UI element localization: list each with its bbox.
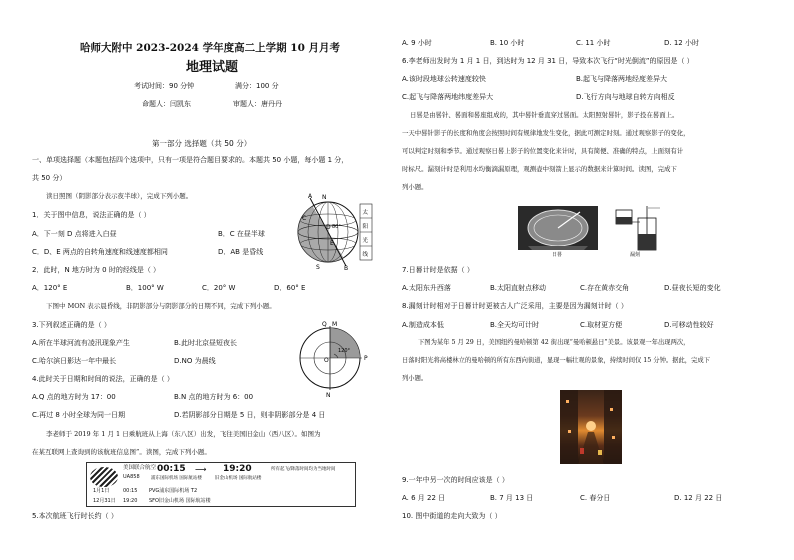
mon-intro: 下图中 MON 表示晨昏线，非阴影部分与阴影部分的日期不同，完成下列小题。 <box>46 302 276 310</box>
q3-option-a[interactable]: A.所在半球河流有凌汛现象产生 <box>32 339 130 347</box>
instruction-line-2: 共 50 分） <box>32 174 67 182</box>
polar-view-figure <box>292 318 372 398</box>
q1-intro: 读日照图（阴影部分表示夜半球），完成下列小题。 <box>46 192 193 200</box>
sundial-para-3: 可以判定时刻和季节。通过观察日晷上影子的位置变化来计时，具有简便、准确的特点，上面刻有计 <box>402 147 684 155</box>
author: 命题人：闫凯东 <box>142 100 191 108</box>
fig1-label-a: A <box>308 193 313 200</box>
sundial-para-5: 列小题。 <box>402 183 428 191</box>
illumination-globe-figure <box>288 190 378 272</box>
fig1-label-c: C <box>302 215 307 222</box>
fig2-label-120deg: 120° <box>338 348 351 354</box>
q2-stem: 2．此时，N 地方时为 0 时的经线是（ ） <box>32 266 161 274</box>
sundial-para-2: 一天中晷针影子的长度和角度会按照时间有规律地发生变化，据此可测定时刻。通过观察影子的变化， <box>402 129 690 137</box>
fig1-label-s: S <box>316 264 320 271</box>
full-score: 满分：100 分 <box>235 82 279 90</box>
clepsydra-caption: 漏刻 <box>630 252 641 258</box>
manhattanhenge-photo <box>560 390 622 464</box>
row2-date: 12月31日 <box>93 498 116 504</box>
li-intro-line-2: 在某互联网上查询到的该航班信息图”。读图，完成下列小题。 <box>32 448 211 456</box>
ruler-char-2: 阳 <box>362 224 369 230</box>
q9-option-c[interactable]: C. 春分日 <box>580 494 611 502</box>
q6-option-c[interactable]: C.起飞与降落两地纬度差异大 <box>402 93 494 101</box>
q2-option-a[interactable]: A．120° E <box>32 284 68 292</box>
fig1-label-e: E <box>330 240 334 247</box>
fig1-label-n: N <box>322 194 327 201</box>
q6-option-d[interactable]: D.飞行方向与地球自转方向相反 <box>576 93 675 101</box>
ruler-char-4: 线 <box>362 252 369 258</box>
reviewer: 审题人：唐丹丹 <box>233 100 282 108</box>
q8-option-b[interactable]: B.全天均可计时 <box>490 321 540 329</box>
q3-option-c[interactable]: C.哈尔滨日影达一年中最长 <box>32 357 117 365</box>
q8-option-c[interactable]: C.取材更方便 <box>580 321 623 329</box>
q1-option-c[interactable]: C．D、E 两点的自转角速度和线速度都相同 <box>32 248 168 256</box>
fig2-label-p: P <box>364 355 368 362</box>
sundial-caption: 日晷 <box>552 252 563 258</box>
li-intro-line-1: 李老师于 2019 年 1 月 1 日乘航班从上海（东八区）出发，飞往美国旧金山（西八区）。如图为 <box>46 430 321 438</box>
fig1-label-80deg: 80° <box>332 224 341 230</box>
q4-option-c[interactable]: C.再过 8 小时全球为同一日期 <box>32 411 126 419</box>
q3-option-d[interactable]: D.NO 为晨线 <box>174 357 216 365</box>
q9-stem: 9.一年中另一次的时间应该是（ ） <box>402 476 509 484</box>
sundial-para-4: 时标尺。漏刻计时是利用水均衡滴漏原理，观测壶中刻箭上显示的数据来计算时间。读图，完成下 <box>402 165 677 173</box>
q5-stem: 5.本次航班飞行时长约（ ） <box>32 512 118 520</box>
q7-option-c[interactable]: C.存在黄赤交角 <box>580 284 630 292</box>
fig2-label-q: Q <box>322 321 327 328</box>
q7-option-b[interactable]: B.太阳直射点移动 <box>490 284 547 292</box>
part1-heading: 第一部分 选择题（共 50 分） <box>152 139 252 148</box>
ruler-char-1: 太 <box>362 210 369 216</box>
flight-code: UA858 <box>123 474 140 480</box>
q4-option-b[interactable]: B.N 点的地方时为 6：00 <box>174 393 254 401</box>
q5-option-c[interactable]: C. 11 小时 <box>576 39 611 47</box>
instruction-line-1: 一、单项选择题（本题包括四个选项中，只有一项是符合题目要求的。本题共 50 小题，每小题 1 分， <box>32 156 349 164</box>
row2-place: SFO旧金山机场 国际航站楼 <box>149 498 211 504</box>
q5-option-a[interactable]: A. 9 小时 <box>402 39 432 47</box>
q2-option-c[interactable]: C．20° W <box>202 284 236 292</box>
sundial-para-1: 日晷是由晷针、晷面和晷座组成的，其中晷针垂直穿过晷面。太阳照射晷针，影子投在晷面上。 <box>410 111 679 119</box>
arrive-time: 19:20 <box>223 464 252 474</box>
q6-option-a[interactable]: A.该时段地球公转速度较快 <box>402 75 486 83</box>
clepsydra-figure <box>612 204 662 252</box>
q1-option-b[interactable]: B．C 在昼半球 <box>218 230 265 238</box>
q6-stem: 6.李老师出发时为 1 月 1 日，到达时为 12 月 31 日，导致本次飞行“时光倒流”的原因是（ ） <box>402 57 694 65</box>
ruler-char-3: 光 <box>362 238 369 244</box>
row1-time: 00:15 <box>123 488 138 494</box>
fig1-label-d: D <box>326 224 331 231</box>
q4-option-d[interactable]: D.若阴影部分日期是 5 日，则非阴影部分是 4 日 <box>174 411 326 419</box>
q1-option-a[interactable]: A．下一刻 D 点将进入白昼 <box>32 230 117 238</box>
row1-date: 1月1日 <box>93 488 110 494</box>
q9-option-a[interactable]: A. 6 月 22 日 <box>402 494 446 502</box>
q2-option-b[interactable]: B．100° W <box>126 284 164 292</box>
q9-option-b[interactable]: B. 7 月 13 日 <box>490 494 534 502</box>
q3-option-b[interactable]: B.此时北京昼短夜长 <box>174 339 238 347</box>
q2-option-d[interactable]: D．60° E <box>274 284 306 292</box>
subject-title: 地理试题 <box>186 60 239 75</box>
hengsheng-para-3: 列小题。 <box>402 375 428 382</box>
airline-name: 美国联合航空 <box>123 465 157 471</box>
q6-option-b[interactable]: B.起飞与降落两地经度差异大 <box>576 75 668 83</box>
q1-stem: 1．关于图中信息，说法正确的是（ ） <box>32 211 151 219</box>
row2-time: 19:20 <box>123 498 138 504</box>
sundial-photo <box>518 206 598 250</box>
depart-time: 00:15 <box>157 464 186 474</box>
arrive-sub: 旧金山机场 国际航站楼 <box>215 476 262 481</box>
flight-info-card <box>86 462 356 507</box>
airline-logo <box>90 467 118 487</box>
school-title: 哈师大附中 2023-2024 学年度高二上学期 10 月月考 <box>80 42 341 54</box>
q7-stem: 7.日晷计时是依据（ ） <box>402 266 474 274</box>
q9-option-d[interactable]: D. 12 月 22 日 <box>674 494 723 502</box>
q5-option-d[interactable]: D. 12 小时 <box>664 39 699 47</box>
q4-option-a[interactable]: A.Q 点的地方时为 17：00 <box>32 393 116 401</box>
hengsheng-para-1: 下图为某年 5 月 29 日，美国纽约曼哈顿第 42 街出现“曼哈顿悬日”美景。该景观一年出现两次， <box>418 339 690 346</box>
q4-stem: 4.此时关于日期和时间的说法，正确的是（ ） <box>32 375 174 383</box>
row1-place: PVG浦东国际机场 T2 <box>149 488 198 494</box>
time-note: 所有起飞/降落时间均为当地时间 <box>271 467 336 472</box>
q10-stem: 10. 图中街道的走向大致为（ ） <box>402 512 502 520</box>
q8-option-a[interactable]: A.制造成本低 <box>402 321 444 329</box>
q7-option-a[interactable]: A.太阳东升西落 <box>402 284 451 292</box>
fig2-label-n: N <box>326 392 331 398</box>
fig2-label-m: M <box>332 321 338 328</box>
q5-option-b[interactable]: B. 10 小时 <box>490 39 525 47</box>
arrow-icon: ⟶ <box>195 465 207 474</box>
q8-option-d[interactable]: D.可移动性较好 <box>664 321 714 329</box>
exam-time: 考试时间：90 分钟 <box>134 82 195 90</box>
fig1-label-b: B <box>344 265 349 272</box>
fig2-label-o: O <box>324 357 329 364</box>
q8-stem: 8.漏刻计时相对于日晷计时更被古人广泛采用，主要是因为漏刻计时（ ） <box>402 302 628 310</box>
q7-option-d[interactable]: D.昼夜长短的变化 <box>664 284 721 292</box>
hengsheng-para-2: 日落时阳光将高楼林立的曼哈顿的所有东西向街道，显现一幅壮观的景象，持续时间仅 15 分钟。据此，完成下 <box>402 357 710 364</box>
q3-stem: 3.下列叙述正确的是（ ） <box>32 321 111 329</box>
q1-option-d[interactable]: D．AB 是昏线 <box>218 248 264 256</box>
depart-sub: 浦东国际机场 国际航站楼 <box>151 476 202 481</box>
